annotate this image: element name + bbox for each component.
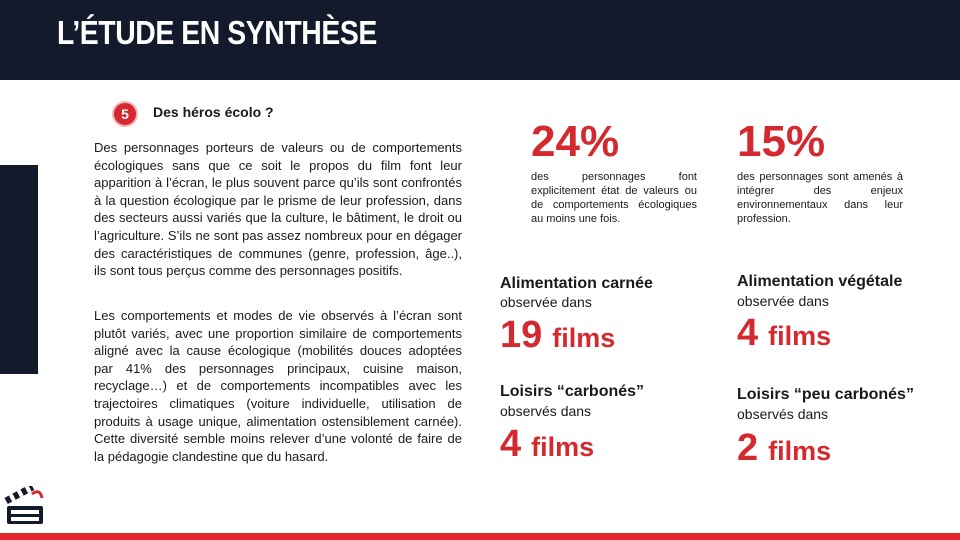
block-title-2: Alimentation végétale bbox=[737, 273, 903, 290]
block-title-1: Alimentation carnée bbox=[500, 275, 653, 292]
bottom-accent-bar bbox=[0, 533, 960, 540]
block-count-unit-1: films bbox=[552, 323, 616, 353]
block-count-unit-3: films bbox=[531, 432, 595, 462]
section-number-badge: 5 bbox=[112, 101, 138, 127]
block-subtitle-3: observés dans bbox=[500, 403, 592, 419]
block-subtitle-4: observés dans bbox=[737, 406, 829, 422]
stat-description-2: des personnages sont amenés à intégrer des enjeux environnementaux dans leur profession. bbox=[737, 171, 903, 225]
body-paragraph-1: Des personnages porteurs de valeurs ou de comportements écologiques sans que ce soit le propos du film font leur apparition à l’écran, le plus souvent parce qu’ils sont confrontés à la question écologique par le prisme de leur profession, dans des secteurs aussi variés que la culture, le bâtiment, le droit ou l’agriculture. S’ils ne sont pas assez nombreux pour en dégager des caractéristiques de communes (genre, profession, âge..), ils sont tous perçus comme des personnages positifs. bbox=[94, 140, 462, 279]
block-subtitle-1: observée dans bbox=[500, 294, 592, 310]
block-count-unit-2: films bbox=[768, 321, 832, 351]
block-count-unit-4: films bbox=[768, 436, 832, 466]
block-subtitle-2: observée dans bbox=[737, 293, 829, 309]
body-paragraph-2: Les comportements et modes de vie observés à l’écran sont plutôt variés, avec une proportion similaire de comportements aligné avec la cause écologique (mobilités douces adoptées par 41% des personnages principaux, cuisine maison, recyclage…) et de comportements incompatibles avec les trajectoires climatiques (voiture individuelle, utilisation de produits à usage unique, alimentation ostensiblement carnée). Cette diversité semble moins relever d’une volonté de faire de la pédagogie clandestine que du hasard. bbox=[94, 308, 462, 464]
block-count-number-3: 4 bbox=[500, 423, 522, 465]
block-count-number-2: 4 bbox=[737, 312, 759, 354]
block-title-3: Loisirs “carbonés” bbox=[500, 383, 645, 400]
block-count-number-4: 2 bbox=[737, 427, 759, 469]
block-title-4: Loisirs “peu carbonés” bbox=[737, 386, 914, 403]
stat-value-2: 15% bbox=[737, 117, 826, 166]
page-title: L’ÉTUDE EN SYNTHÈSE bbox=[57, 14, 377, 51]
section-title: Des héros écolo ? bbox=[153, 104, 274, 120]
block-count-number-1: 19 bbox=[500, 314, 543, 356]
film-clapper-logo-icon bbox=[4, 486, 46, 528]
header-bar bbox=[0, 0, 960, 80]
block-count-3 bbox=[500, 422, 594, 474]
block-count-2 bbox=[737, 311, 831, 363]
stat-description-1: des personnages font explicitement état de valeurs ou de comportements écologiques au moins une fois. bbox=[531, 171, 697, 225]
side-accent-bar bbox=[0, 165, 38, 374]
block-count-1 bbox=[500, 313, 615, 365]
block-count-4 bbox=[737, 426, 831, 478]
stat-value-1: 24% bbox=[531, 117, 620, 166]
